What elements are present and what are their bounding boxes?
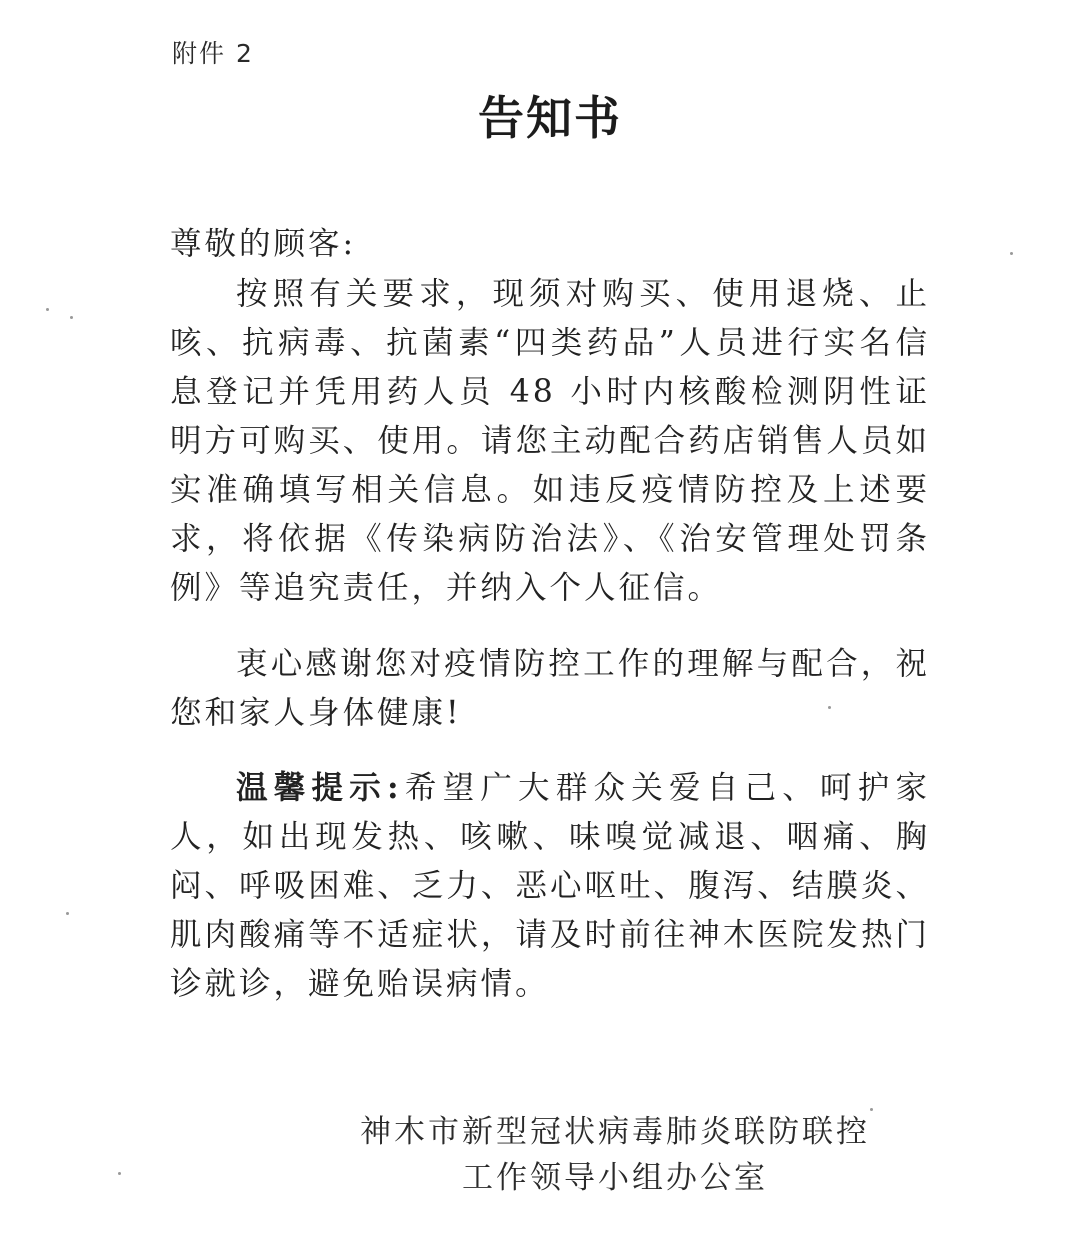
scan-speck bbox=[870, 1108, 873, 1111]
paragraph-thanks: 衷心感谢您对疫情防控工作的理解与配合，祝您和家人身体健康! bbox=[170, 646, 930, 731]
document-title: 告知书 bbox=[478, 91, 622, 145]
tip-text: 希望广大群众关爱自己、呵护家人，如出现发热、咳嗽、味嗅觉减退、咽痛、胸闷、呼吸困难、乏力、恶心呕吐、腹泻、结膜炎、肌肉酸痛等不适症状，请及时前往神木医院发热门诊就诊，避免贻误病情。 bbox=[170, 770, 930, 1002]
scan-speck bbox=[66, 912, 69, 915]
attachment-label: 附件 2 bbox=[172, 39, 254, 68]
scan-speck bbox=[46, 308, 49, 311]
scan-speck bbox=[70, 316, 73, 319]
scan-speck bbox=[118, 1172, 121, 1175]
scan-speck bbox=[1010, 252, 1013, 255]
tip-label: 温馨提示: bbox=[236, 769, 402, 806]
paragraph-tip bbox=[170, 763, 930, 1009]
signature-line-2: 工作领导小组办公室 bbox=[462, 1160, 768, 1196]
scan-speck bbox=[828, 706, 831, 709]
greeting: 尊敬的顾客: bbox=[170, 226, 357, 262]
paragraph-notice: 按照有关要求，现须对购买、使用退烧、止咳、抗病毒、抗菌素“四类药品”人员进行实名信息登记并凭用药人员 48 小时内核酸检测阴性证明方可购买、使用。请您主动配合药店销售人员如实准确填写相关信息。如违反疫情防控及上述要求，将依据《传染病防治法》、《治安管理处罚条例》等追究责任，并纳入个人征信。 bbox=[170, 276, 930, 606]
signature-line-1: 神木市新型冠状病毒肺炎联防联控 bbox=[360, 1114, 870, 1150]
